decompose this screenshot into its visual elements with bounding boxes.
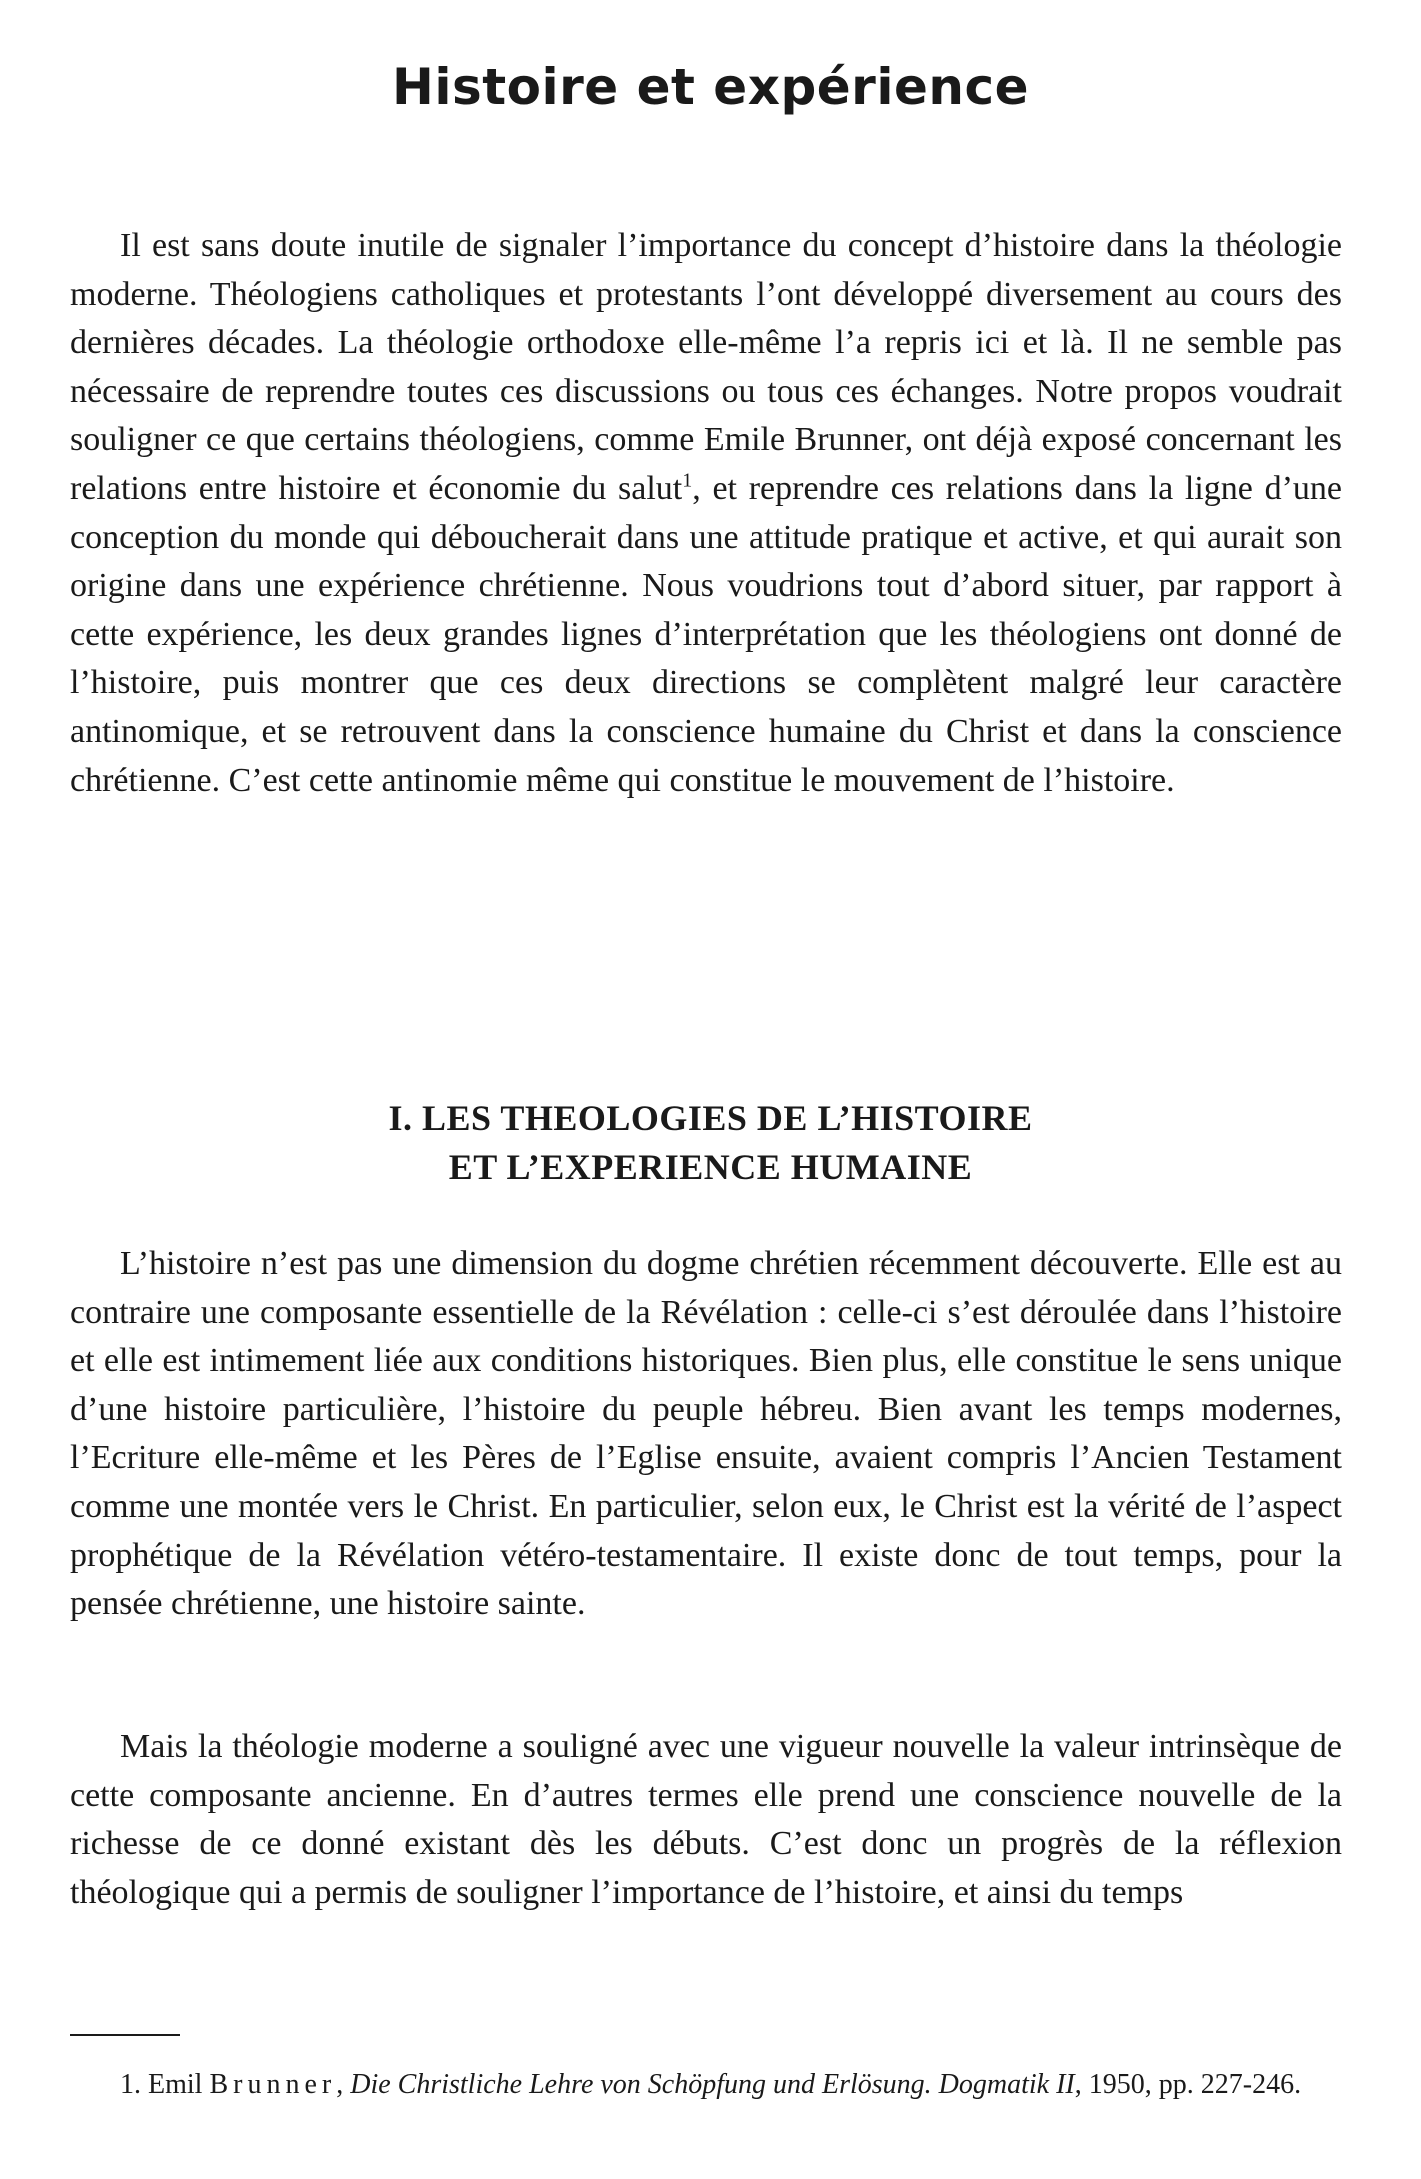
footnote bbox=[70, 2064, 1342, 2106]
footnote-number: 1. bbox=[120, 2069, 141, 2100]
intro-text-after-ref: , et reprendre ces relations dans la ligne d’une conception du monde qui déboucherait dans une attitude pratique et active, et qui aurait son origine dans une expérience chrétienne. Nous voudrions tout d’abord situer, par rapport à cette expérience, les deux grandes lignes d’interprétation que les théologiens ont donné de l’histoire, puis montrer que ces deux directions se complètent malgré leur caractère antinomique, et se retrouvent dans la conscience humaine du Christ et dans la conscience chrétienne. C’est cette antinomie même qui constitue le mouvement de l’histoire. bbox=[70, 469, 1342, 799]
section-paragraph-1: L’histoire n’est pas une dimension du dogme chrétien récemment découverte. Elle est au contraire une composante essentielle de la Révélation : celle-ci s’est déroulée dans l’histoire et elle est intimement liée aux conditions historiques. Bien plus, elle constitue le sens unique d’une histoire particulière, l’histoire du peuple hébreu. Bien avant les temps modernes, l’Ecriture elle-même et les Pères de l’Eglise ensuite, avaient compris l’Ancien Testament comme une montée vers le Christ. En particulier, selon eux, le Christ est la vérité de l’aspect prophétique de la Révélation vétéro-testamentaire. Il existe donc de tout temps, pour la pensée chrétienne, une histoire sainte. bbox=[70, 1245, 1342, 1623]
footnote-reference[interactable]: 1 bbox=[682, 469, 693, 492]
footnote-author-first: Emil bbox=[148, 2069, 203, 2100]
footnote-divider bbox=[70, 2034, 180, 2036]
section-paragraph-2: Mais la théologie moderne a souligné avec une vigueur nouvelle la valeur intrinsèque de cette composante ancienne. En d’autres termes elle prend une conscience nouvelle de la richesse de ce donné existant dès les débuts. C’est donc un progrès de la réflexion théologique qui a permis de souligner l’importance de l’histoire, et ainsi du temps bbox=[70, 1728, 1342, 1911]
section-heading-line-1: I. LES THEOLOGIES DE L’HISTOIRE bbox=[388, 1098, 1033, 1138]
footnote-title: Die Christliche Lehre von Schöpfung und Erlösung. Dogmatik II bbox=[350, 2069, 1075, 2100]
footnote-details: , 1950, pp. 227-246. bbox=[1074, 2069, 1302, 2100]
intro-text-before-ref: Il est sans doute inutile de signaler l’importance du concept d’histoire dans la théologie moderne. Théologiens catholiques et protestants l’ont développé diversement au cours des dernières décades. La théologie orthodoxe elle-même l’a repris ici et là. Il ne semble pas nécessaire de reprendre toutes ces discussions ou tous ces échanges. Notre propos voudrait souligner ce que certains théologiens, comme Emile Brunner, ont déjà exposé concernant les relations entre histoire et économie du salut bbox=[70, 227, 1342, 507]
intro-paragraph bbox=[70, 222, 1342, 805]
section-heading-line-2: ET L’EXPERIENCE HUMAINE bbox=[448, 1147, 973, 1187]
footnote-author-last: Brunner bbox=[209, 2069, 337, 2100]
article-title: Histoire et expérience bbox=[391, 58, 1030, 116]
section-heading bbox=[0, 1094, 1421, 1192]
footnote-separator: , bbox=[336, 2069, 344, 2100]
